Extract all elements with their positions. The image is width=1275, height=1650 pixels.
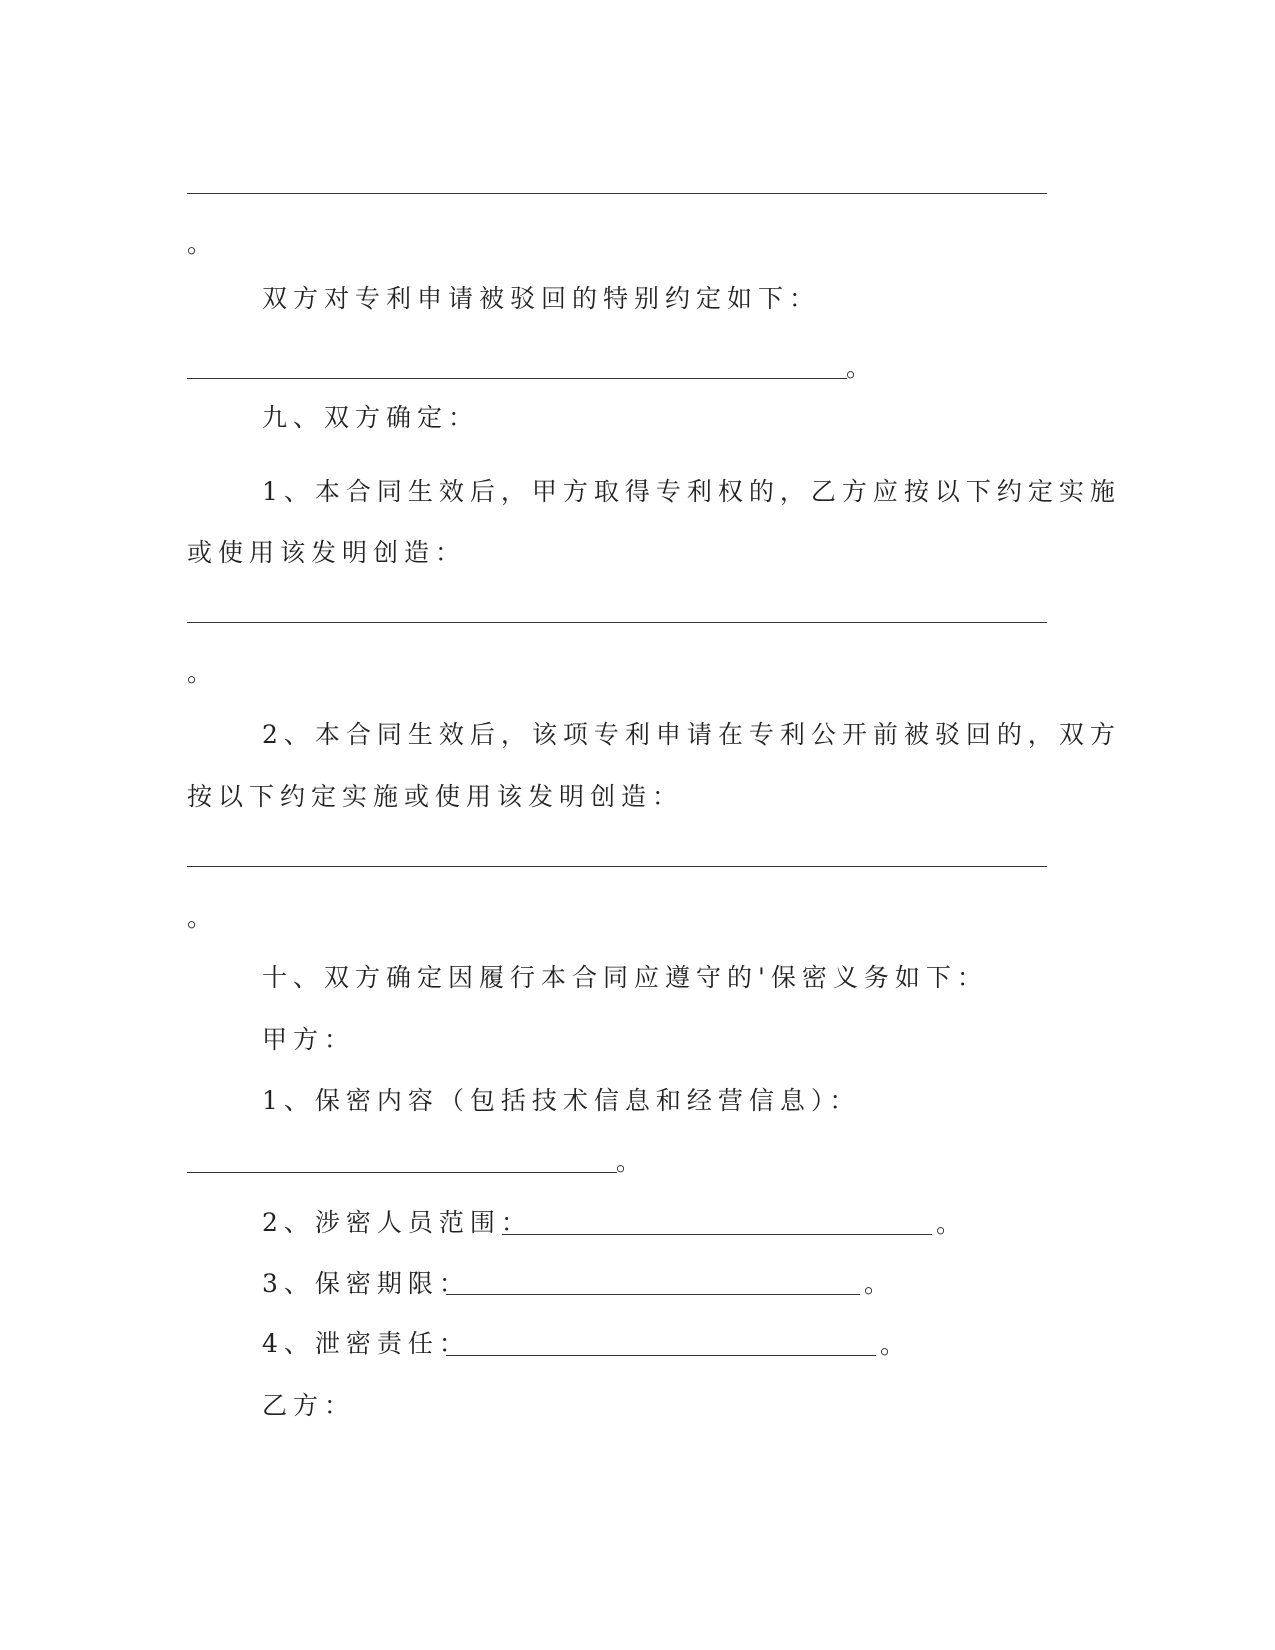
end-mark: 。 — [864, 1269, 890, 1298]
blank-line — [446, 1294, 860, 1295]
end-mark: 。 — [187, 903, 213, 932]
end-mark: 。 — [616, 1147, 642, 1176]
section-nine-heading: 九、双方确定： — [262, 403, 480, 432]
section-nine-item2: 2、本合同生效后，该项专利申请在专利公开前被驳回的，双方 — [262, 720, 1121, 749]
paragraph-reject-agreement: 双方对专利申请被驳回的特别约定如下： — [262, 284, 821, 313]
section-nine-item2-cont: 按以下约定实施或使用该发明创造： — [187, 782, 684, 811]
end-mark: 。 — [880, 1330, 906, 1359]
blank-line — [187, 866, 1047, 867]
section-nine-item1: 1、本合同生效后，甲方取得专利权的，乙方应按以下约定实施 — [262, 477, 1121, 506]
blank-line — [502, 1234, 932, 1235]
section-nine-item1-cont: 或使用该发明创造： — [187, 538, 467, 567]
end-mark: 。 — [187, 229, 213, 258]
blank-line — [187, 1172, 617, 1173]
party-b-label: 乙方： — [262, 1391, 356, 1420]
party-a-item3: 3、保密期限： — [262, 1269, 470, 1298]
end-mark: 。 — [936, 1209, 962, 1238]
party-a-item2: 2、涉密人员范围： — [262, 1208, 532, 1237]
party-a-item4: 4、泄密责任： — [262, 1329, 470, 1358]
end-mark: 。 — [187, 658, 213, 687]
blank-line — [187, 378, 847, 379]
blank-line — [187, 622, 1047, 623]
blank-line — [187, 193, 1047, 194]
end-mark: 。 — [846, 353, 872, 382]
section-ten-heading: 十、双方确定因履行本合同应遵守的'保密义务如下： — [262, 963, 988, 992]
blank-line — [446, 1355, 876, 1356]
party-a-item1: 1、保密内容（包括技术信息和经营信息）： — [262, 1086, 861, 1115]
party-a-label: 甲方： — [262, 1025, 356, 1054]
